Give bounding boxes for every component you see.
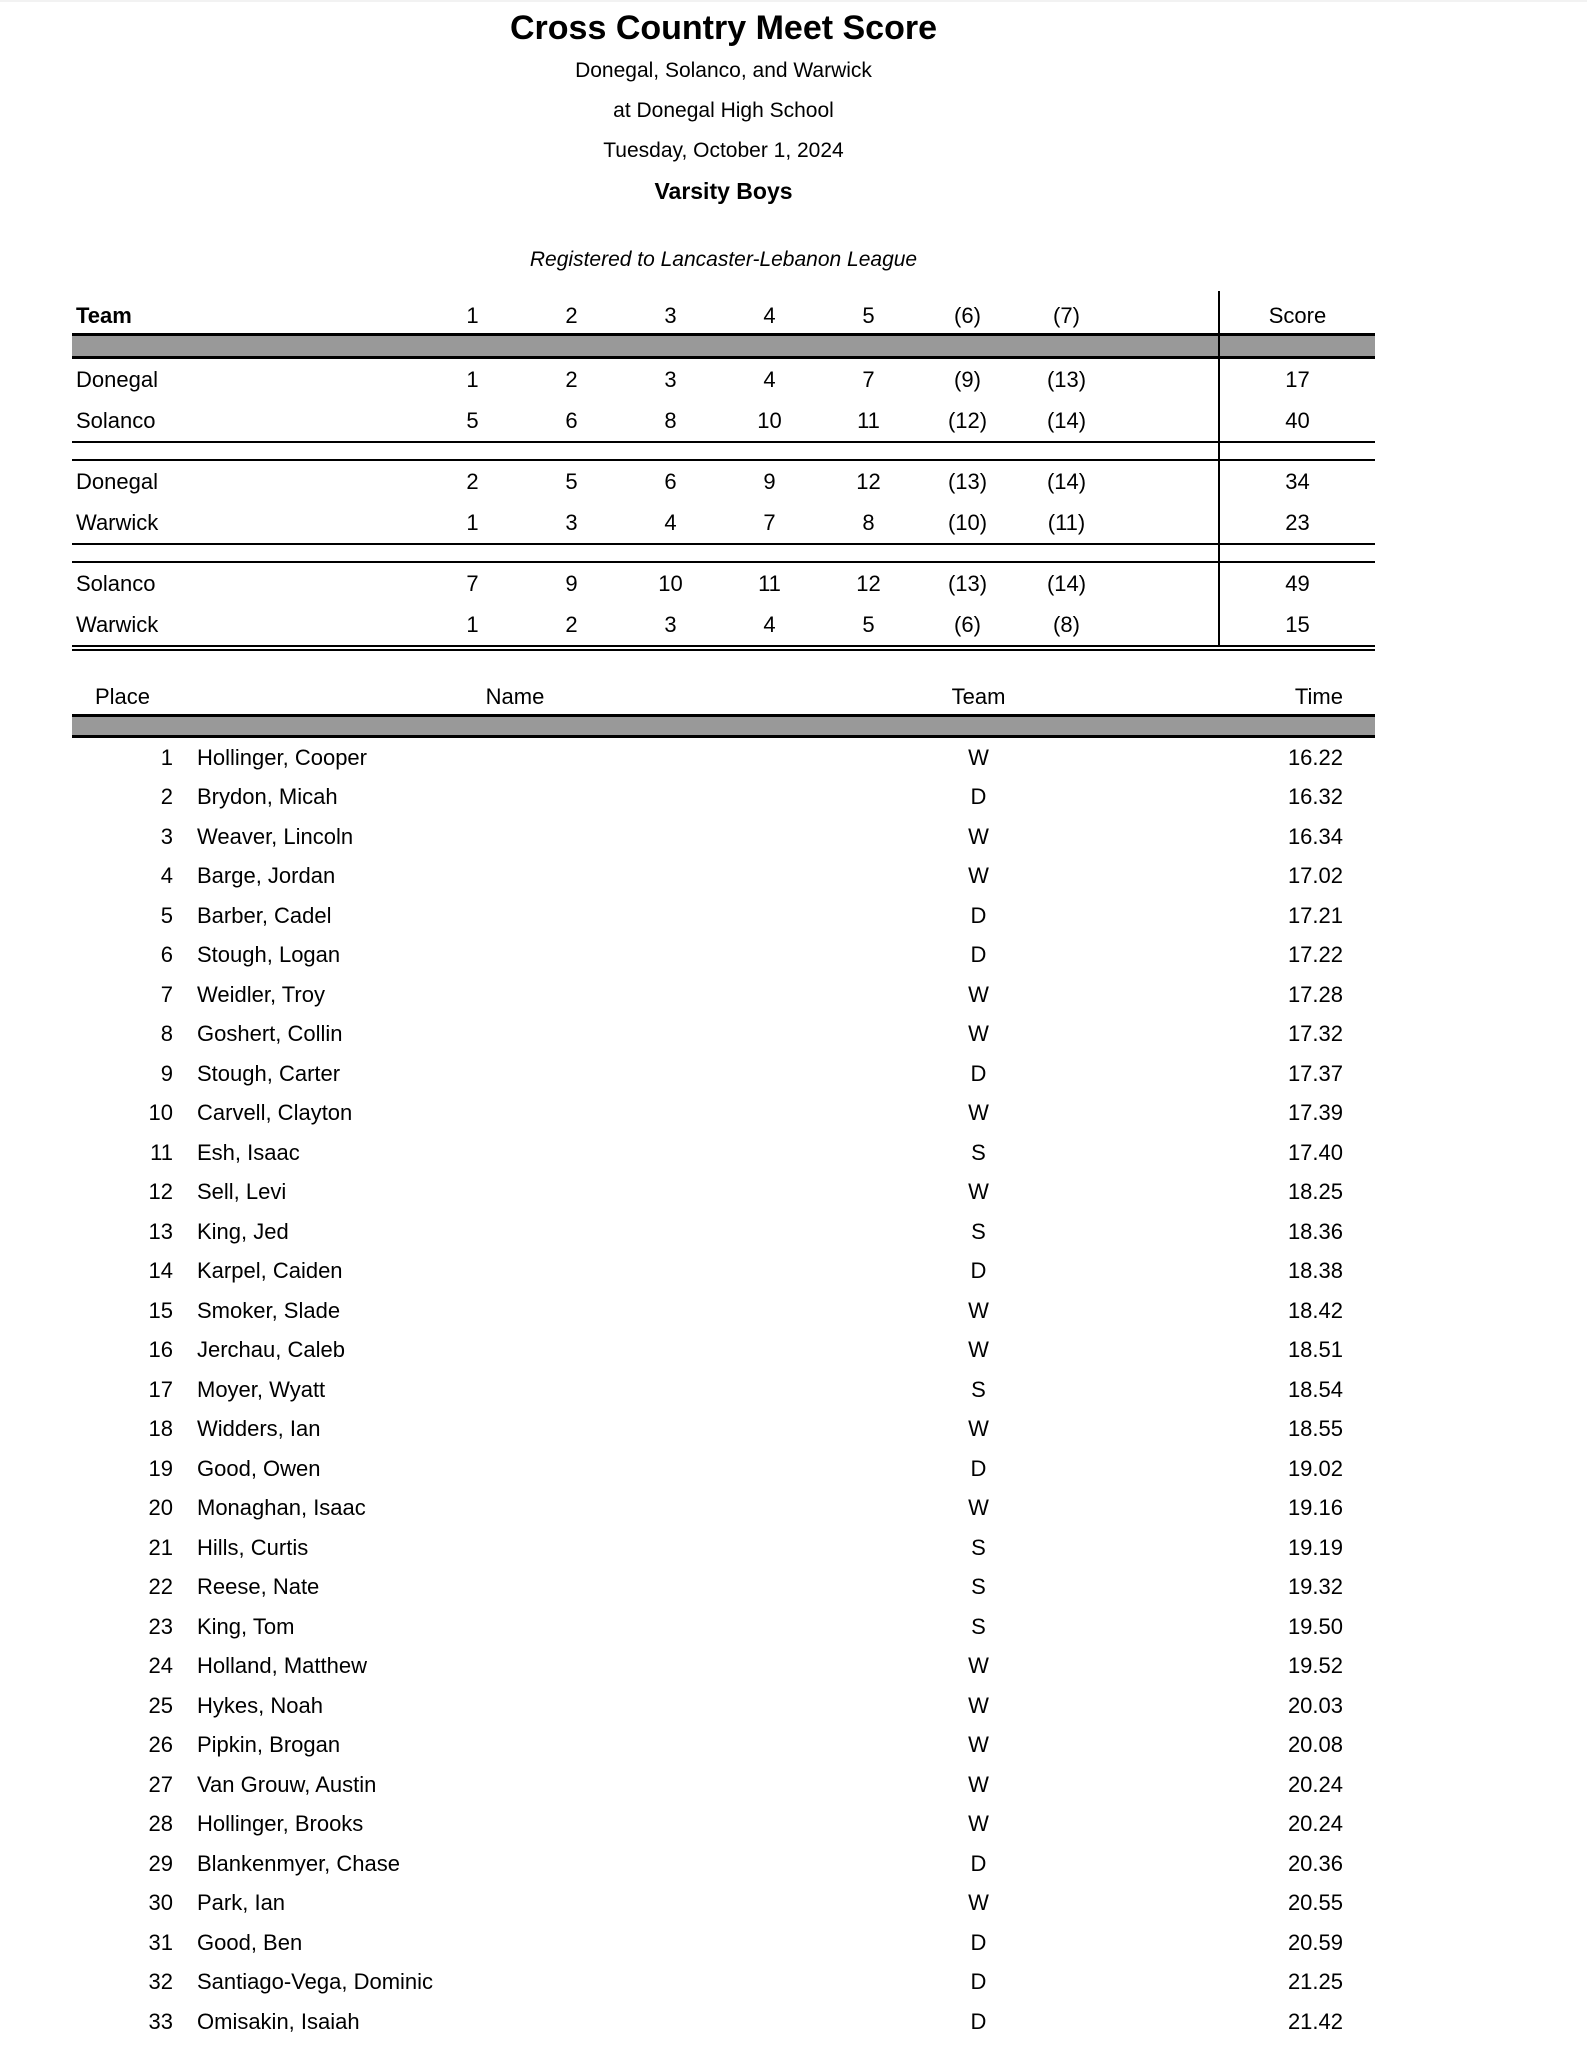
- result-time-cell: 17.39: [1287, 1100, 1343, 1126]
- results-header-time: Time: [1294, 684, 1343, 709]
- score-place-cell: 12: [856, 468, 881, 494]
- score-row: [72, 358, 1375, 401]
- result-row: [72, 778, 1375, 818]
- score-team-cell: Solanco: [76, 407, 156, 433]
- result-row: [72, 1884, 1375, 1924]
- result-name-cell: Barge, Jordan: [197, 863, 336, 889]
- score-row: [72, 562, 1375, 604]
- result-name-cell: Hollinger, Brooks: [197, 1811, 364, 1837]
- result-row: [72, 1647, 1375, 1687]
- result-place-cell: 33: [148, 2008, 173, 2034]
- score-place-cell: (14): [1046, 570, 1087, 596]
- result-row: [72, 1528, 1375, 1568]
- score-row: [72, 400, 1375, 442]
- score-place-cell: 7: [466, 570, 479, 596]
- score-header-place-1: 1: [466, 303, 479, 328]
- score-place-cell: 12: [856, 570, 881, 596]
- result-place-cell: 6: [160, 942, 173, 968]
- result-row: [72, 1449, 1375, 1489]
- result-place-cell: 2: [160, 784, 173, 810]
- result-name-cell: Hollinger, Cooper: [197, 744, 367, 770]
- result-time-cell: 21.42: [1287, 2008, 1343, 2034]
- result-time-cell: 17.22: [1287, 942, 1343, 968]
- result-place-cell: 21: [148, 1534, 173, 1560]
- result-name-cell: Blankenmyer, Chase: [197, 1850, 400, 1876]
- result-time-cell: 19.52: [1287, 1653, 1343, 1679]
- result-time-cell: 20.59: [1287, 1929, 1343, 1955]
- score-row: [72, 460, 1375, 502]
- result-name-cell: Omisakin, Isaiah: [197, 2008, 360, 2034]
- score-total-cell: 49: [1219, 562, 1375, 604]
- result-row: [72, 1923, 1375, 1963]
- result-row: [72, 1765, 1375, 1805]
- score-place-cell: 4: [664, 509, 677, 535]
- result-name-cell: Good, Ben: [197, 1929, 303, 1955]
- result-place-cell: 18: [148, 1416, 173, 1442]
- result-row: [72, 1054, 1375, 1094]
- score-gap-cell: [1116, 400, 1219, 442]
- score-place-cell: 9: [565, 570, 578, 596]
- result-place-cell: 32: [148, 1969, 173, 1995]
- result-place-cell: 8: [160, 1021, 173, 1047]
- matchup-separator: [72, 544, 1375, 562]
- result-team-cell: W: [968, 1732, 989, 1758]
- score-row: [72, 502, 1375, 544]
- score-header-place-6: (6): [954, 303, 981, 328]
- score-team-cell: Solanco: [76, 570, 156, 596]
- result-name-cell: King, Jed: [197, 1218, 289, 1244]
- score-gap-cell: [1116, 460, 1219, 502]
- result-place-cell: 4: [160, 863, 173, 889]
- result-place-cell: 30: [148, 1890, 173, 1916]
- result-name-cell: Weidler, Troy: [197, 981, 325, 1007]
- result-place-cell: 31: [148, 1929, 173, 1955]
- result-place-cell: 19: [148, 1455, 173, 1481]
- result-time-cell: 20.24: [1287, 1771, 1343, 1797]
- result-row: [72, 936, 1375, 976]
- result-team-cell: D: [970, 902, 987, 928]
- result-time-cell: 18.25: [1287, 1179, 1343, 1205]
- result-time-cell: 16.34: [1287, 823, 1343, 849]
- results-header-place: Place: [95, 684, 151, 709]
- result-name-cell: Smoker, Slade: [197, 1297, 341, 1323]
- score-place-cell: (10): [947, 509, 988, 535]
- score-gap-cell: [1116, 604, 1219, 648]
- result-team-cell: W: [968, 1100, 989, 1126]
- score-place-cell: 2: [522, 604, 621, 648]
- result-team-cell: W: [968, 1495, 989, 1521]
- result-row: [72, 1291, 1375, 1331]
- result-place-cell: 15: [148, 1297, 173, 1323]
- score-header-place-5: 5: [862, 303, 875, 328]
- result-team-cell: W: [968, 1179, 989, 1205]
- result-team-cell: S: [971, 1574, 986, 1600]
- result-row: [72, 1568, 1375, 1608]
- score-total-cell: 15: [1219, 604, 1375, 648]
- score-header-gap: [1116, 291, 1219, 335]
- result-team-cell: D: [970, 1455, 987, 1481]
- result-place-cell: 22: [148, 1574, 173, 1600]
- separator-score-segment: [1219, 544, 1375, 562]
- result-row: [72, 1331, 1375, 1371]
- result-name-cell: King, Tom: [197, 1613, 295, 1639]
- meet-teams-line: Donegal, Solanco, and Warwick: [575, 59, 872, 82]
- result-time-cell: 16.32: [1287, 784, 1343, 810]
- score-place-cell: 11: [857, 407, 880, 433]
- score-place-cell: 1: [423, 604, 522, 648]
- result-team-cell: W: [968, 744, 989, 770]
- score-row: [72, 604, 1375, 648]
- result-name-cell: Hykes, Noah: [197, 1692, 323, 1718]
- result-name-cell: Sell, Levi: [197, 1179, 287, 1205]
- meet-score-document: [72, 2, 1375, 2042]
- score-team-cell: Donegal: [76, 468, 158, 494]
- team-score-table: [72, 291, 1375, 651]
- result-place-cell: 13: [148, 1218, 173, 1244]
- score-total-cell: 34: [1219, 460, 1375, 502]
- result-place-cell: 14: [148, 1258, 173, 1284]
- result-row: [72, 1607, 1375, 1647]
- result-row: [72, 1094, 1375, 1134]
- result-name-cell: Stough, Logan: [197, 942, 341, 968]
- score-place-cell: 5: [466, 407, 479, 433]
- result-place-cell: 25: [148, 1692, 173, 1718]
- result-row: [72, 1410, 1375, 1450]
- result-time-cell: 19.02: [1287, 1455, 1343, 1481]
- result-team-cell: S: [971, 1613, 986, 1639]
- result-row: [72, 975, 1375, 1015]
- result-team-cell: W: [968, 1021, 989, 1047]
- result-team-cell: D: [970, 2008, 987, 2034]
- result-name-cell: Widders, Ian: [197, 1416, 321, 1442]
- result-time-cell: 19.50: [1287, 1613, 1343, 1639]
- score-gap-cell: [1116, 502, 1219, 544]
- result-place-cell: 26: [148, 1732, 173, 1758]
- result-time-cell: 19.19: [1287, 1534, 1343, 1560]
- result-row: [72, 2002, 1375, 2042]
- score-team-cell: Warwick: [72, 604, 423, 648]
- result-row: [72, 1805, 1375, 1845]
- score-place-cell: (11): [1047, 509, 1086, 535]
- score-place-cell: 3: [621, 604, 720, 648]
- result-team-cell: W: [968, 981, 989, 1007]
- score-place-cell: (6): [918, 604, 1017, 648]
- results-header-name: Name: [485, 684, 545, 709]
- score-place-cell: 2: [565, 366, 578, 392]
- score-place-cell: 6: [664, 468, 677, 494]
- result-team-cell: W: [968, 863, 989, 889]
- score-header-place-2: 2: [565, 303, 578, 328]
- result-name-cell: Brydon, Micah: [197, 784, 338, 810]
- meet-date-line: Tuesday, October 1, 2024: [603, 139, 844, 162]
- result-row: [72, 737, 1375, 778]
- result-team-cell: W: [968, 1653, 989, 1679]
- divider-band-segment: [72, 335, 1219, 358]
- result-team-cell: W: [968, 1890, 989, 1916]
- page-title: Cross Country Meet Score: [510, 9, 937, 47]
- score-place-cell: 3: [565, 509, 578, 535]
- result-place-cell: 9: [160, 1060, 173, 1086]
- result-name-cell: Moyer, Wyatt: [197, 1376, 326, 1402]
- result-team-cell: D: [970, 1969, 987, 1995]
- score-header-team: Team: [76, 303, 132, 328]
- meet-location-line: at Donegal High School: [613, 99, 834, 122]
- result-team-cell: W: [968, 1811, 989, 1837]
- result-place-cell: 27: [148, 1771, 173, 1797]
- score-total-cell: 23: [1219, 502, 1375, 544]
- result-name-cell: Barber, Cadel: [197, 902, 332, 928]
- score-place-cell: (14): [1046, 468, 1087, 494]
- result-place-cell: 5: [160, 902, 173, 928]
- result-name-cell: Stough, Carter: [197, 1060, 341, 1086]
- result-place-cell: 23: [148, 1613, 173, 1639]
- result-name-cell: Goshert, Collin: [197, 1021, 343, 1047]
- result-place-cell: 1: [160, 744, 173, 770]
- score-place-cell: (9): [954, 366, 981, 392]
- result-time-cell: 17.21: [1287, 902, 1343, 928]
- result-place-cell: 16: [148, 1337, 173, 1363]
- result-row: [72, 1686, 1375, 1726]
- score-header-score: Score: [1219, 291, 1375, 335]
- score-place-cell: 4: [763, 366, 776, 392]
- result-place-cell: 7: [160, 981, 173, 1007]
- result-team-cell: S: [971, 1218, 986, 1244]
- score-place-cell: (13): [947, 570, 988, 596]
- result-time-cell: 17.37: [1287, 1060, 1343, 1086]
- result-place-cell: 28: [148, 1811, 173, 1837]
- result-row: [72, 1963, 1375, 2003]
- result-time-cell: 18.51: [1287, 1337, 1343, 1363]
- individual-results-table: [72, 669, 1375, 2042]
- divider-band-score-segment: [1219, 335, 1375, 358]
- registration-note: Registered to Lancaster-Lebanon League: [529, 248, 918, 271]
- result-team-cell: D: [970, 1258, 987, 1284]
- result-time-cell: 18.54: [1287, 1376, 1343, 1402]
- result-name-cell: Esh, Isaac: [197, 1139, 300, 1165]
- result-row: [72, 857, 1375, 897]
- result-time-cell: 16.22: [1287, 744, 1343, 770]
- result-time-cell: 21.25: [1287, 1969, 1343, 1995]
- score-place-cell: 7: [862, 366, 875, 392]
- result-team-cell: D: [970, 784, 987, 810]
- results-header-team: Team: [951, 684, 1006, 709]
- result-name-cell: Jerchau, Caleb: [197, 1337, 345, 1363]
- score-place-cell: 4: [720, 604, 819, 648]
- separator-segment: [72, 442, 1219, 460]
- score-place-cell: (13): [1046, 366, 1087, 392]
- results-table-body: [72, 737, 1375, 2042]
- score-place-cell: 7: [763, 509, 776, 535]
- result-place-cell: 3: [160, 823, 173, 849]
- result-team-cell: W: [968, 1692, 989, 1718]
- result-time-cell: 20.08: [1287, 1732, 1343, 1758]
- score-total-cell: 17: [1219, 358, 1375, 401]
- result-time-cell: 18.55: [1287, 1416, 1343, 1442]
- result-name-cell: Hills, Curtis: [197, 1534, 309, 1560]
- result-time-cell: 18.36: [1287, 1218, 1343, 1244]
- result-name-cell: Park, Ian: [197, 1890, 286, 1916]
- result-row: [72, 1173, 1375, 1213]
- result-place-cell: 17: [148, 1376, 173, 1402]
- result-name-cell: Van Grouw, Austin: [197, 1771, 377, 1797]
- result-time-cell: 19.32: [1287, 1574, 1343, 1600]
- score-place-cell: (8): [1017, 604, 1116, 648]
- score-place-cell: 5: [819, 604, 918, 648]
- result-name-cell: Carvell, Clayton: [197, 1100, 353, 1126]
- result-team-cell: D: [970, 942, 987, 968]
- result-time-cell: 17.02: [1287, 863, 1343, 889]
- result-time-cell: 20.36: [1287, 1850, 1343, 1876]
- score-table-body: [72, 358, 1375, 649]
- divider-band-segment: [72, 716, 1375, 737]
- result-place-cell: 11: [150, 1139, 173, 1165]
- document-header: [72, 2, 1375, 275]
- result-team-cell: W: [968, 823, 989, 849]
- score-place-cell: 9: [763, 468, 776, 494]
- score-header-place-7: (7): [1053, 303, 1080, 328]
- score-place-cell: (12): [947, 407, 988, 433]
- result-row: [72, 1370, 1375, 1410]
- score-gap-cell: [1116, 562, 1219, 604]
- results-header-divider-band: [72, 716, 1375, 737]
- result-place-cell: 24: [148, 1653, 173, 1679]
- result-name-cell: Karpel, Caiden: [197, 1258, 343, 1284]
- result-place-cell: 20: [148, 1495, 173, 1521]
- score-place-cell: 6: [565, 407, 578, 433]
- score-total-cell: 40: [1219, 400, 1375, 442]
- results-header-row: [72, 669, 1375, 716]
- result-row: [72, 1133, 1375, 1173]
- result-team-cell: D: [970, 1060, 987, 1086]
- result-time-cell: 17.40: [1287, 1139, 1343, 1165]
- separator-score-segment: [1219, 442, 1375, 460]
- result-team-cell: D: [970, 1850, 987, 1876]
- result-place-cell: 10: [148, 1100, 173, 1126]
- score-header-divider-band: [72, 335, 1375, 358]
- result-row: [72, 817, 1375, 857]
- score-place-cell: 8: [862, 509, 875, 535]
- result-row: [72, 1252, 1375, 1292]
- result-team-cell: W: [968, 1771, 989, 1797]
- score-header-place-3: 3: [664, 303, 677, 328]
- score-place-cell: 10: [757, 407, 782, 433]
- result-name-cell: Holland, Matthew: [197, 1653, 367, 1679]
- result-row: [72, 1489, 1375, 1529]
- score-header-place-4: 4: [763, 303, 776, 328]
- result-time-cell: 18.42: [1287, 1297, 1343, 1323]
- result-row: [72, 1726, 1375, 1766]
- score-place-cell: 1: [466, 509, 479, 535]
- score-place-cell: (13): [947, 468, 988, 494]
- result-place-cell: 12: [148, 1179, 173, 1205]
- score-place-cell: 1: [466, 366, 479, 392]
- result-time-cell: 17.32: [1287, 1021, 1343, 1047]
- result-team-cell: W: [968, 1416, 989, 1442]
- result-place-cell: 29: [148, 1850, 173, 1876]
- score-team-cell: Warwick: [76, 509, 159, 535]
- result-time-cell: 19.16: [1287, 1495, 1343, 1521]
- result-time-cell: 17.28: [1287, 981, 1343, 1007]
- result-name-cell: Pipkin, Brogan: [197, 1732, 341, 1758]
- score-place-cell: 11: [758, 570, 781, 596]
- score-place-cell: 3: [664, 366, 677, 392]
- result-team-cell: S: [971, 1534, 986, 1560]
- result-time-cell: 20.24: [1287, 1811, 1343, 1837]
- result-name-cell: Good, Owen: [197, 1455, 321, 1481]
- result-name-cell: Weaver, Lincoln: [197, 823, 354, 849]
- result-name-cell: Reese, Nate: [197, 1574, 320, 1600]
- division-title: Varsity Boys: [654, 178, 793, 204]
- result-team-cell: W: [968, 1337, 989, 1363]
- score-gap-cell: [1116, 358, 1219, 401]
- result-name-cell: Santiago-Vega, Dominic: [197, 1969, 434, 1995]
- score-team-cell: Donegal: [76, 366, 158, 392]
- result-team-cell: D: [970, 1929, 987, 1955]
- matchup-separator: [72, 442, 1375, 460]
- result-team-cell: S: [971, 1139, 986, 1165]
- score-header-row: [72, 291, 1375, 335]
- result-name-cell: Monaghan, Isaac: [197, 1495, 366, 1521]
- result-time-cell: 18.38: [1287, 1258, 1343, 1284]
- result-row: [72, 896, 1375, 936]
- score-place-cell: (14): [1046, 407, 1087, 433]
- score-place-cell: 8: [664, 407, 677, 433]
- score-place-cell: 10: [658, 570, 683, 596]
- result-row: [72, 1212, 1375, 1252]
- result-row: [72, 1844, 1375, 1884]
- result-team-cell: W: [968, 1297, 989, 1323]
- separator-segment: [72, 544, 1219, 562]
- result-time-cell: 20.03: [1287, 1692, 1343, 1718]
- result-row: [72, 1015, 1375, 1055]
- score-place-cell: 5: [565, 468, 578, 494]
- result-team-cell: S: [971, 1376, 986, 1402]
- result-time-cell: 20.55: [1287, 1890, 1343, 1916]
- score-place-cell: 2: [466, 468, 479, 494]
